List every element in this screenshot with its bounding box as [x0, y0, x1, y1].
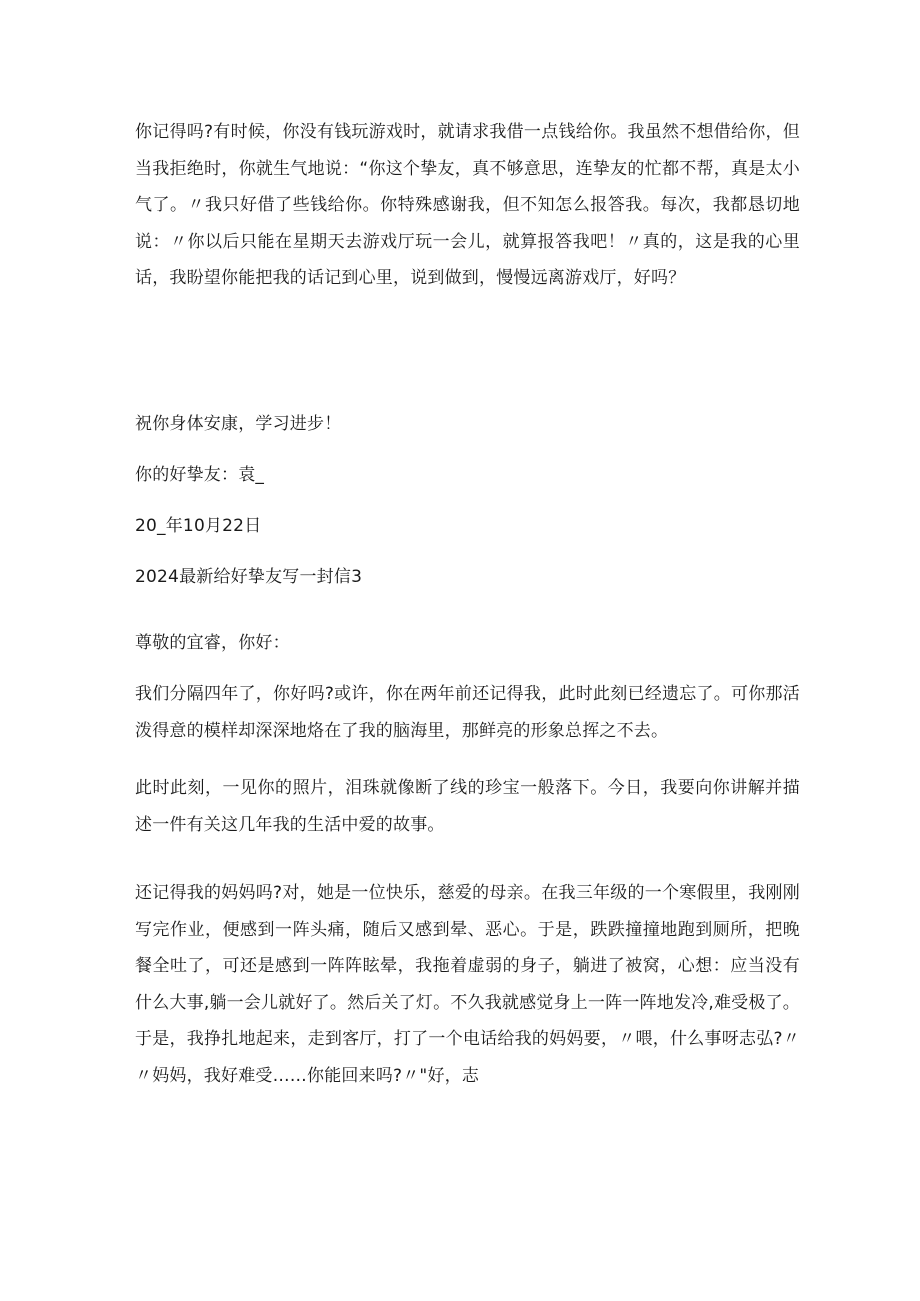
salutation: 尊敬的宜睿，你好：	[135, 633, 290, 653]
section-title: 2024最新给好挚友写一封信3	[135, 567, 363, 587]
signature-line: 你的好挚友：袁_	[135, 465, 265, 485]
paragraph-game-money: 你记得吗?有时候，你没有钱玩游戏时，就请求我借一点钱给你。我虽然不想借给你，但当我拒绝时，你就生气地说：“你这个挚友，真不够意思，连挚友的忙都不帮，真是太小气了。〃我只好借了些钱给你。你特殊感谢我，但不知怎么报答我。每次，我都恳切地说：〃你以后只能在星期天去游戏厅玩一会儿，就算报答我吧！〃真的，这是我的心里话，我盼望你能把我的话记到心里，说到做到，慢慢远离游戏厅，好吗？	[135, 122, 800, 288]
closing-wish: 祝你身体安康，学习进步！	[135, 414, 342, 434]
letter-date: 20_年10月22日	[135, 516, 262, 536]
paragraph-four-years: 我们分隔四年了，你好吗?或许，你在两年前还记得我，此时此刻已经遗忘了。可你那活泼得意的模样却深深地烙在了我的脑海里，那鲜亮的形象总挥之不去。	[135, 684, 800, 741]
paragraph-mother-story: 还记得我的妈妈吗?对，她是一位快乐，慈爱的母亲。在我三年级的一个寒假里，我刚刚写完作业，便感到一阵头痛，随后又感到晕、恶心。于是，跌跌撞撞地跑到厕所，把晚餐全吐了，可还是感到一阵阵眩晕，我拖着虚弱的身子，躺进了被窝，心想：应当没有什么大事,躺一会儿就好了。然后关了灯。不久我就感觉身上一阵一阵地发冷,难受极了。于是，我挣扎地起来，走到客厅，打了一个电话给我的妈妈要，〃喂，什么事呀志弘?〃〃妈妈，我好难受……你能回来吗?〃"好，志	[135, 883, 800, 1086]
paragraph-photo: 此时此刻，一见你的照片，泪珠就像断了线的珍宝一般落下。今日，我要向你讲解并描述一件有关这几年我的生活中爱的故事。	[135, 778, 800, 835]
